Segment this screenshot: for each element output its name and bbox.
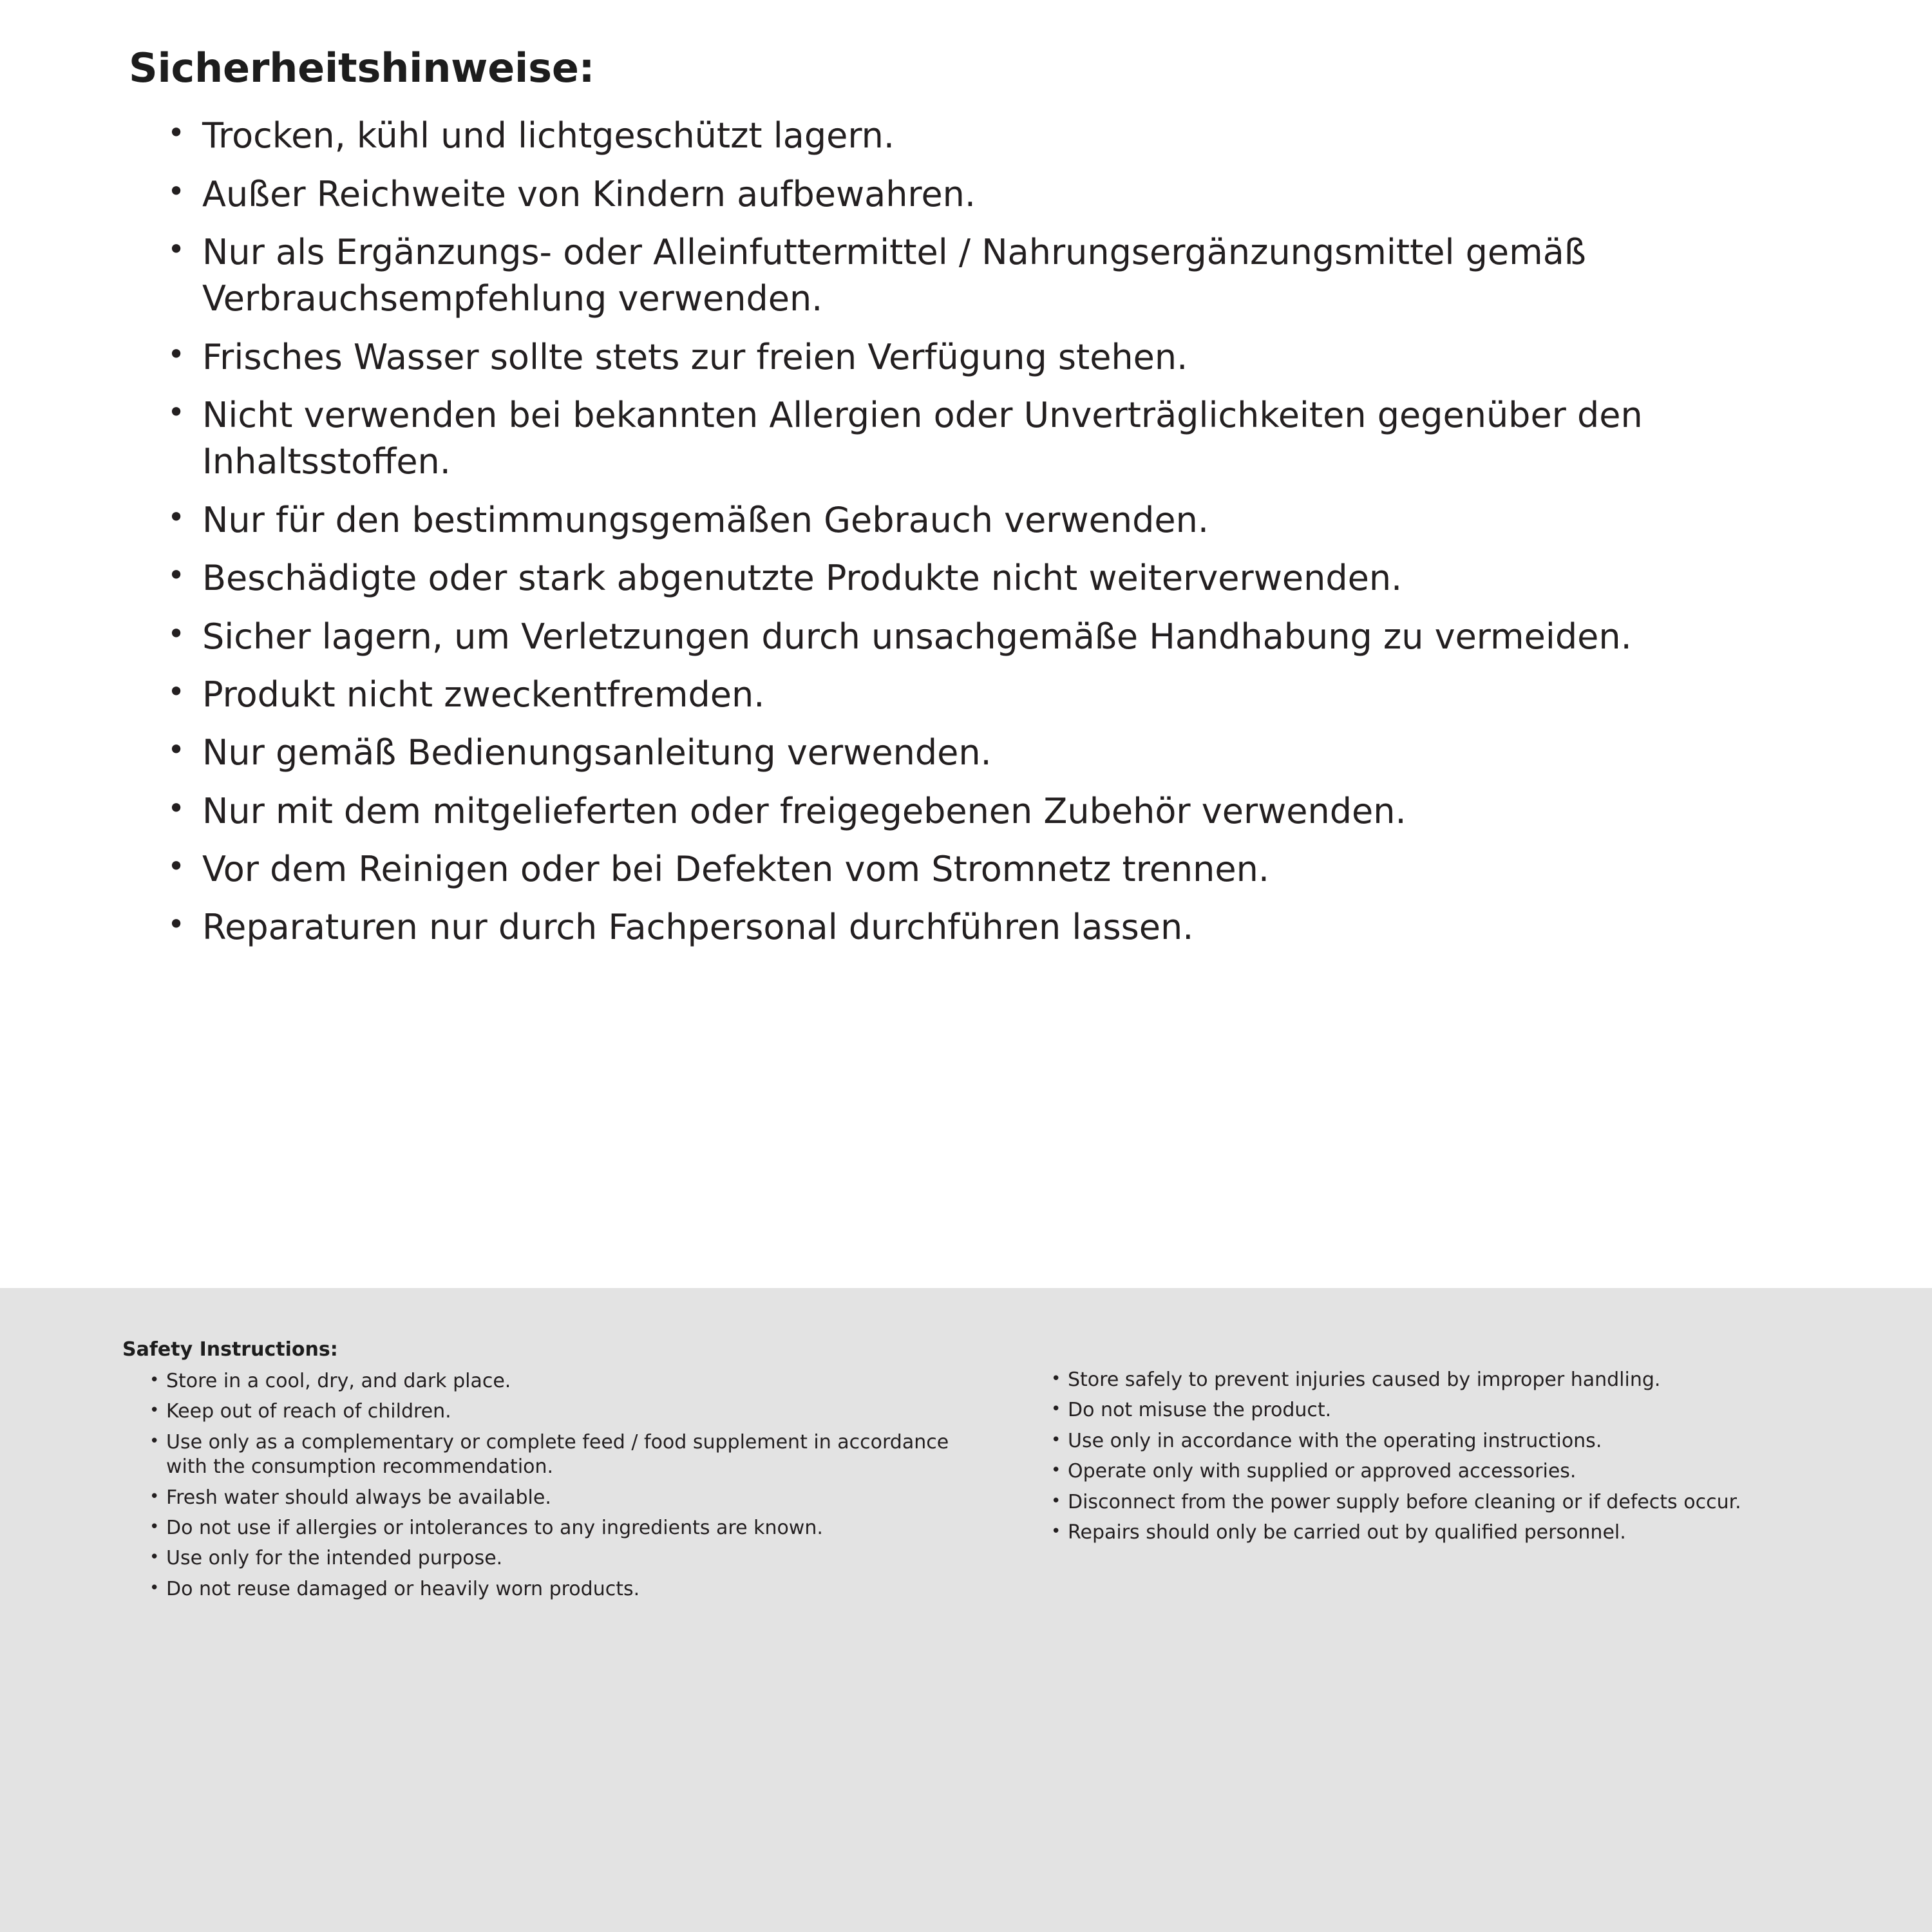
list-item: • Operate only with supplied or approved accessories.: [1050, 1459, 1855, 1484]
list-item: • Reparaturen nur durch Fachpersonal durchführen lassen.: [162, 904, 1861, 951]
list-item: • Use only for the intended purpose.: [148, 1546, 953, 1571]
list-item: • Nur gemäß Bedienungsanleitung verwenden.: [162, 730, 1861, 776]
list-item: • Trocken, kühl und lichtgeschützt lagern.: [162, 113, 1861, 159]
english-columns: [122, 1338, 1855, 1607]
german-safety-list: [129, 113, 1861, 951]
english-column-right: [1024, 1338, 1855, 1551]
list-item: • Use only as a complementary or complete feed / food supplement in accordance with the consumption recommendation.: [148, 1430, 953, 1480]
german-section-heading: Sicherheitshinweise:: [129, 44, 595, 91]
list-item: • Sicher lagern, um Verletzungen durch unsachgemäße Handhabung zu vermeiden.: [162, 614, 1861, 660]
list-item: • Nur als Ergänzungs- oder Alleinfuttermittel / Nahrungsergänzungsmittel gemäß Verbrauchsempfehlung verwenden.: [162, 229, 1861, 323]
list-item: • Vor dem Reinigen oder bei Defekten vom Stromnetz trennen.: [162, 846, 1861, 893]
list-item: • Repairs should only be carried out by qualified personnel.: [1050, 1520, 1855, 1545]
list-item: • Store in a cool, dry, and dark place.: [148, 1369, 953, 1394]
list-item: • Außer Reichweite von Kindern aufbewahren.: [162, 171, 1861, 218]
english-safety-list-left: [122, 1369, 953, 1602]
english-section-heading: Safety Instructions:: [122, 1338, 338, 1361]
list-item: • Do not misuse the product.: [1050, 1398, 1855, 1423]
english-safety-section: [0, 1288, 1932, 1932]
list-item: • Store safely to prevent injuries caused by improper handling.: [1050, 1368, 1855, 1392]
list-item: • Keep out of reach of children.: [148, 1399, 953, 1424]
list-item: • Nicht verwenden bei bekannten Allergien oder Unverträglichkeiten gegenüber den Inhaltsstoffen.: [162, 392, 1861, 486]
list-item: • Nur für den bestimmungsgemäßen Gebrauch verwenden.: [162, 497, 1861, 544]
list-item: • Nur mit dem mitgelieferten oder freigegebenen Zubehör verwenden.: [162, 788, 1861, 835]
list-item: • Beschädigte oder stark abgenutzte Produkte nicht weiterverwenden.: [162, 555, 1861, 601]
list-item: • Frisches Wasser sollte stets zur freien Verfügung stehen.: [162, 334, 1861, 381]
list-item: • Use only in accordance with the operating instructions.: [1050, 1429, 1855, 1454]
list-item: • Produkt nicht zweckentfremden.: [162, 672, 1861, 718]
list-item: • Do not use if allergies or intolerances to any ingredients are known.: [148, 1516, 953, 1540]
list-item: • Do not reuse damaged or heavily worn products.: [148, 1577, 953, 1602]
english-safety-list-right: [1024, 1368, 1855, 1545]
list-item: • Disconnect from the power supply before cleaning or if defects occur.: [1050, 1490, 1855, 1515]
list-item: • Fresh water should always be available.: [148, 1486, 953, 1510]
english-column-left: [122, 1338, 953, 1607]
